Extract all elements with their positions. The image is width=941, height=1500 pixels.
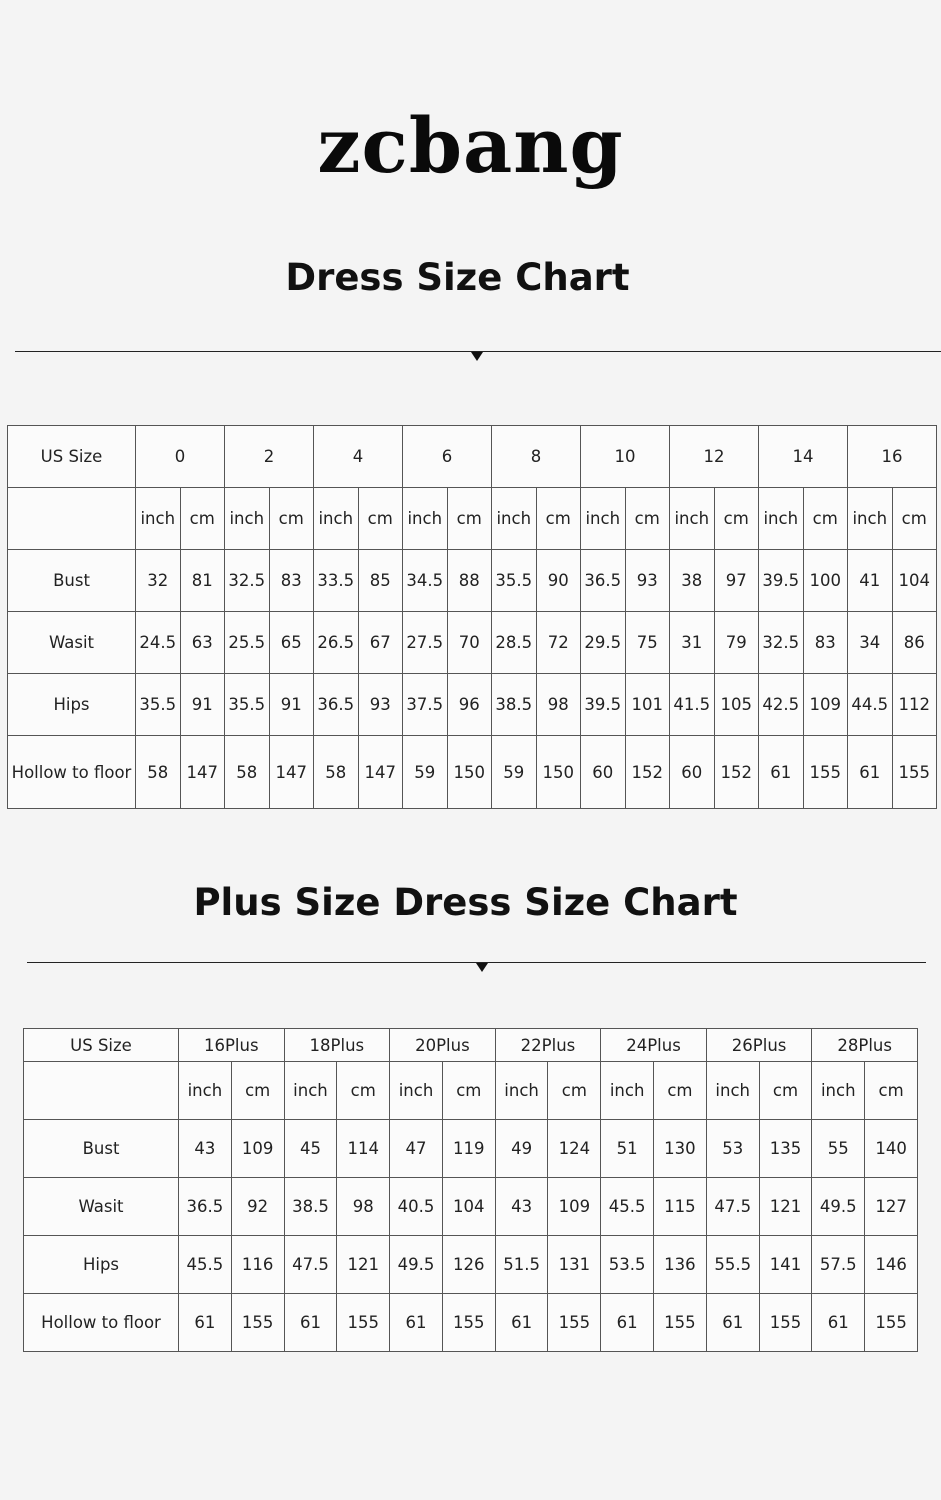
table-cell: 147 [358, 736, 403, 809]
unit-cell: cm [548, 1062, 601, 1120]
table-cell: 27.5 [403, 612, 448, 674]
table-cell: 32.5 [225, 550, 270, 612]
table-cell: 65 [269, 612, 314, 674]
table-cell: 26.5 [314, 612, 359, 674]
table-cell: 36.5 [581, 550, 626, 612]
table-cell: 119 [442, 1120, 495, 1178]
table-cell: 70 [447, 612, 492, 674]
unit-row-label [24, 1062, 179, 1120]
table-cell: 34 [848, 612, 893, 674]
measurement-label: Bust [8, 550, 136, 612]
table-cell: 36.5 [314, 674, 359, 736]
table-cell: 96 [447, 674, 492, 736]
unit-cell: inch [759, 488, 804, 550]
table-cell: 58 [225, 736, 270, 809]
table-cell: 130 [654, 1120, 707, 1178]
table-cell: 155 [231, 1294, 284, 1352]
table-cell: 81 [180, 550, 225, 612]
table-cell: 155 [442, 1294, 495, 1352]
table-cell: 83 [803, 612, 848, 674]
table-cell: 61 [179, 1294, 232, 1352]
table-row [8, 612, 937, 674]
table-cell: 141 [759, 1236, 812, 1294]
table-cell: 47.5 [284, 1236, 337, 1294]
unit-cell: inch [601, 1062, 654, 1120]
table-cell: 45.5 [601, 1178, 654, 1236]
table-cell: 49 [495, 1120, 548, 1178]
unit-cell: cm [536, 488, 581, 550]
measurement-label: Hollow to floor [24, 1294, 179, 1352]
unit-cell: cm [654, 1062, 707, 1120]
unit-cell: cm [231, 1062, 284, 1120]
unit-cell: inch [314, 488, 359, 550]
table-row [24, 1294, 918, 1352]
table-cell: 124 [548, 1120, 601, 1178]
table-cell: 152 [714, 736, 759, 809]
table-cell: 39.5 [581, 674, 626, 736]
table-cell: 33.5 [314, 550, 359, 612]
size-header-cell: 6 [403, 426, 492, 488]
table-cell: 45.5 [179, 1236, 232, 1294]
table-cell: 60 [581, 736, 626, 809]
size-header-cell: 26Plus [706, 1029, 812, 1062]
table-cell: 55 [812, 1120, 865, 1178]
unit-cell: inch [670, 488, 715, 550]
unit-cell: inch [706, 1062, 759, 1120]
table-cell: 101 [625, 674, 670, 736]
table-cell: 53.5 [601, 1236, 654, 1294]
measurement-label: Hollow to floor [8, 736, 136, 809]
size-header-row [8, 426, 937, 488]
table-cell: 35.5 [136, 674, 181, 736]
table-cell: 155 [803, 736, 848, 809]
table-cell: 90 [536, 550, 581, 612]
table-cell: 155 [654, 1294, 707, 1352]
table-cell: 155 [759, 1294, 812, 1352]
table-cell: 126 [442, 1236, 495, 1294]
size-header-cell: 18Plus [284, 1029, 390, 1062]
table-cell: 105 [714, 674, 759, 736]
table-cell: 114 [337, 1120, 390, 1178]
unit-cell: inch [492, 488, 537, 550]
size-header-cell: 10 [581, 426, 670, 488]
size-header-row [24, 1029, 918, 1062]
table-cell: 146 [865, 1236, 918, 1294]
size-header-cell: 4 [314, 426, 403, 488]
brand-logo: zcbang [317, 101, 624, 190]
table-cell: 41 [848, 550, 893, 612]
table-row [8, 736, 937, 809]
measurement-label: Hips [24, 1236, 179, 1294]
table-cell: 44.5 [848, 674, 893, 736]
table-cell: 93 [625, 550, 670, 612]
table-cell: 115 [654, 1178, 707, 1236]
size-header-cell: 24Plus [601, 1029, 707, 1062]
unit-cell: cm [269, 488, 314, 550]
table-cell: 58 [136, 736, 181, 809]
table-cell: 42.5 [759, 674, 804, 736]
table-cell: 49.5 [390, 1236, 443, 1294]
unit-cell: cm [714, 488, 759, 550]
table-cell: 61 [390, 1294, 443, 1352]
table-cell: 37.5 [403, 674, 448, 736]
table-cell: 38 [670, 550, 715, 612]
measurement-label: Wasit [8, 612, 136, 674]
table-cell: 98 [536, 674, 581, 736]
unit-cell: inch [581, 488, 626, 550]
table-cell: 91 [180, 674, 225, 736]
table-cell: 53 [706, 1120, 759, 1178]
dress-size-table [7, 425, 937, 809]
table-cell: 32.5 [759, 612, 804, 674]
us-size-label: US Size [24, 1029, 179, 1062]
table-row [24, 1120, 918, 1178]
unit-cell: inch [403, 488, 448, 550]
table-cell: 155 [337, 1294, 390, 1352]
table-cell: 75 [625, 612, 670, 674]
unit-cell: inch [812, 1062, 865, 1120]
size-header-cell: 14 [759, 426, 848, 488]
table-cell: 67 [358, 612, 403, 674]
table-cell: 100 [803, 550, 848, 612]
table-cell: 61 [601, 1294, 654, 1352]
table-cell: 91 [269, 674, 314, 736]
table-cell: 140 [865, 1120, 918, 1178]
table-cell: 55.5 [706, 1236, 759, 1294]
table-cell: 39.5 [759, 550, 804, 612]
unit-cell: cm [337, 1062, 390, 1120]
table-cell: 29.5 [581, 612, 626, 674]
table-cell: 47.5 [706, 1178, 759, 1236]
dress-size-chart-title: Dress Size Chart [285, 256, 630, 299]
table-row [8, 550, 937, 612]
table-cell: 92 [231, 1178, 284, 1236]
table-cell: 155 [865, 1294, 918, 1352]
table-cell: 109 [803, 674, 848, 736]
table-cell: 45 [284, 1120, 337, 1178]
unit-cell: inch [179, 1062, 232, 1120]
table-cell: 63 [180, 612, 225, 674]
unit-cell: cm [803, 488, 848, 550]
unit-header-row [8, 488, 937, 550]
table-cell: 150 [536, 736, 581, 809]
table-cell: 34.5 [403, 550, 448, 612]
table-cell: 152 [625, 736, 670, 809]
size-header-cell: 28Plus [812, 1029, 918, 1062]
table-cell: 61 [706, 1294, 759, 1352]
us-size-label: US Size [8, 426, 136, 488]
table-cell: 155 [548, 1294, 601, 1352]
unit-cell: inch [495, 1062, 548, 1120]
table-cell: 43 [495, 1178, 548, 1236]
unit-cell: cm [625, 488, 670, 550]
table-cell: 51 [601, 1120, 654, 1178]
table-cell: 47 [390, 1120, 443, 1178]
table-cell: 61 [284, 1294, 337, 1352]
table-cell: 104 [442, 1178, 495, 1236]
size-header-cell: 2 [225, 426, 314, 488]
table-cell: 24.5 [136, 612, 181, 674]
table-cell: 61 [495, 1294, 548, 1352]
unit-header-row [24, 1062, 918, 1120]
table-cell: 36.5 [179, 1178, 232, 1236]
table-cell: 116 [231, 1236, 284, 1294]
size-header-cell: 16 [848, 426, 937, 488]
table-cell: 28.5 [492, 612, 537, 674]
table-cell: 83 [269, 550, 314, 612]
down-arrow-icon [471, 352, 483, 361]
down-arrow-icon [476, 963, 488, 972]
table-cell: 57.5 [812, 1236, 865, 1294]
table-cell: 25.5 [225, 612, 270, 674]
table-row [8, 674, 937, 736]
table-cell: 51.5 [495, 1236, 548, 1294]
table-cell: 38.5 [284, 1178, 337, 1236]
table-cell: 61 [812, 1294, 865, 1352]
unit-row-label [8, 488, 136, 550]
unit-cell: inch [225, 488, 270, 550]
table-cell: 40.5 [390, 1178, 443, 1236]
table-cell: 35.5 [492, 550, 537, 612]
table-cell: 93 [358, 674, 403, 736]
unit-cell: inch [390, 1062, 443, 1120]
table-cell: 135 [759, 1120, 812, 1178]
table-row [24, 1178, 918, 1236]
table-cell: 131 [548, 1236, 601, 1294]
unit-cell: inch [136, 488, 181, 550]
table-cell: 49.5 [812, 1178, 865, 1236]
table-cell: 32 [136, 550, 181, 612]
table-cell: 147 [269, 736, 314, 809]
unit-cell: inch [284, 1062, 337, 1120]
unit-cell: cm [180, 488, 225, 550]
size-header-cell: 16Plus [179, 1029, 285, 1062]
table-cell: 41.5 [670, 674, 715, 736]
size-header-cell: 12 [670, 426, 759, 488]
size-header-cell: 22Plus [495, 1029, 601, 1062]
table-cell: 97 [714, 550, 759, 612]
unit-cell: cm [442, 1062, 495, 1120]
table-cell: 58 [314, 736, 359, 809]
size-header-cell: 8 [492, 426, 581, 488]
table-row [24, 1236, 918, 1294]
measurement-label: Bust [24, 1120, 179, 1178]
table-cell: 60 [670, 736, 715, 809]
unit-cell: inch [848, 488, 893, 550]
unit-cell: cm [892, 488, 937, 550]
table-cell: 88 [447, 550, 492, 612]
plus-size-chart-title: Plus Size Dress Size Chart [193, 881, 738, 924]
table-cell: 136 [654, 1236, 707, 1294]
table-cell: 85 [358, 550, 403, 612]
table-cell: 43 [179, 1120, 232, 1178]
table-cell: 127 [865, 1178, 918, 1236]
unit-cell: cm [447, 488, 492, 550]
unit-cell: cm [358, 488, 403, 550]
table-cell: 155 [892, 736, 937, 809]
table-cell: 121 [759, 1178, 812, 1236]
unit-cell: cm [865, 1062, 918, 1120]
table-cell: 59 [492, 736, 537, 809]
table-cell: 61 [759, 736, 804, 809]
measurement-label: Wasit [24, 1178, 179, 1236]
table-cell: 98 [337, 1178, 390, 1236]
table-cell: 104 [892, 550, 937, 612]
table-cell: 109 [548, 1178, 601, 1236]
size-header-cell: 20Plus [390, 1029, 496, 1062]
table-cell: 150 [447, 736, 492, 809]
table-cell: 61 [848, 736, 893, 809]
table-cell: 147 [180, 736, 225, 809]
table-cell: 86 [892, 612, 937, 674]
table-cell: 31 [670, 612, 715, 674]
table-cell: 35.5 [225, 674, 270, 736]
table-cell: 59 [403, 736, 448, 809]
table-cell: 109 [231, 1120, 284, 1178]
table-cell: 72 [536, 612, 581, 674]
measurement-label: Hips [8, 674, 136, 736]
unit-cell: cm [759, 1062, 812, 1120]
table-cell: 121 [337, 1236, 390, 1294]
table-cell: 112 [892, 674, 937, 736]
size-header-cell: 0 [136, 426, 225, 488]
table-cell: 38.5 [492, 674, 537, 736]
plus-size-table [23, 1028, 918, 1352]
table-cell: 79 [714, 612, 759, 674]
